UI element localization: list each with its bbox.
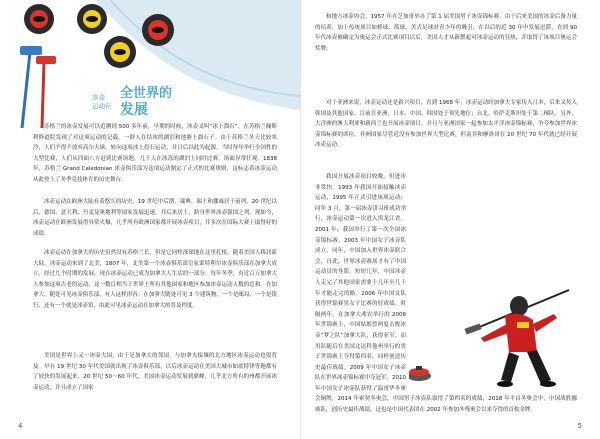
left-paragraph-1: 苏格兰的冰壶发展可以追溯到 500 多年前，早期的时候，冰壶又叫“冰上溜石”，在苏格兰佩斯利修道院发现了对这项运动的记载，一群人在结冰的湖泊和池塘上溜石子。由于苏格兰冬天比较寒冷，人们不得不放弃高尔夫球，转向这项冰上投石运动，并日后以此为起源。当时每年举行全国性的大型比赛，人们从四面八方赶到比赛场地，几千人在冰冻的湖泊上同时比赛，场面异常壮观。1838 年，苏格兰 Grand Caledonian 冰壶俱乐部为这项运动制定了正式的比赛规则，这标志着冰壶运动从此登上了冬季竞技体育的历史舞台。 [33,124,277,183]
curling-stone-photo [409,366,431,381]
right-page [300,0,600,439]
left-paragraph-4: 美国是世界上又一冰壶大国，由于是加拿大的邻国，与加拿大接壤的北方地区冰壶运动也很普及。早在 19 世纪 30 年代美国就出现了冰壶俱乐部，以后冰壶运动在美国大城市如底特律等地都有了较快的发展起来。20 世纪 50～60 年代，美国冰壶运动发展到鼎峰，几乎北方所有的州都开展冰壶运动，并且成立了国家 [33,353,277,391]
title-small-1: 冰壶 [92,93,105,101]
curling-athlete [481,296,557,387]
broom-red [36,56,56,128]
right-paragraph-1: 和地方冰壶协会。1957 年在芝加哥举办了第 1 届美国男子冰壶锦标赛，由于后来美国的冰壶后备力量的培养，加上传统项目如棒球、篮球、美式足球对青少年的吸引，在以后的近 30 年中发展迟滞，直到 90 年代冰壶被确定为奥运会正式比赛项目以后，美国人才从新燃起对冰壶运动的狂热，并取得了该项目奥运会奖牌。 [315,14,577,52]
curling-athlete-photo [409,280,577,392]
title-small-2: 运动在 [92,102,112,110]
curling-stone-red-2 [142,14,174,46]
curling-stone-yellow-2 [104,36,136,68]
section-title [92,82,202,116]
left-paragraph-2: 冰壶运动在欧洲大陆有着悠久的历史，19 世纪中后期，瑞典、瑞士和挪威居于前列，20 世纪以后，德国、意大利、丹麦及奥地利等国家发展迅速，并后来居上，跻身世界冰壶强国之列。现如今，冰壶运动在欧洲发展得异常火爆，几乎所有欧洲国家都开展冰壶项目，并多次在国际大赛上取得好的成绩。 [33,199,277,237]
right-paragraph-3: 我国开展冰壶项目较晚，但进步非常快。1993 年我国开始接触冰壶运动，1995 年正式引进该项运动；同年 3 月，第一届冰壶讲习班成功举行，冰壶运动第一次进入黑龙江省。2001 年，我国举行了第一次全国冰壶锦标赛，2003 年中国女子冰壶队成立，同年，中国加入世界冰壶联合会，自此，世界冰壶赛场才有了中国运动员的身影。短短几年，中国冰壶人走完了其他国家需要十几年至几十年才能走完的路。2006 年中国女队获得世锦赛男女子比赛的好成绩。时隔两年，在加拿大弗农举行的 2008 年世锦赛上，中国姑娘曾两度击败冰壶“梦之队”加拿大队，获得亚军，而男队随后在美国北达科他州举行的男子世锦赛上夺得第四名，同样创造历史最佳战绩。2009 年中国女子冰壶队在世界冰壶锦标赛中夺冠军，2010 年中国女子冰壶队获得了温哥华冬奥会铜牌，2014 年索契冬奥会，中国男子冰壶队取得了第四名的成绩，2018 年平昌冬奥会中，中国战胜挪威队，创历史最佳战绩，这也是中国代表团在 2002 年参加冬残奥会以来夺得的首枚金牌。 [315,174,577,414]
curling-stone-red [24,4,54,34]
page-number-right: 5 [577,422,582,430]
title-big-2: 发展 [120,102,148,118]
curling-stone-yellow-1 [77,4,107,34]
right-paragraph-3-wrapper [315,172,577,422]
page-number-left: 4 [18,422,23,430]
right-paragraph-2: 对于亚洲来说，冰壶运动还是新兴项目，直到 1968 年，冰壶运动经加拿大专家传入日本，后来又传入韩国及其他国家。目前在亚洲，日本、中国、韩国处于领先地位；台北、哈萨克斯坦处于第二梯队。另外，大洋洲的澳大利亚和新西兰也开展冰壶项目，并且与亚洲国家一起参加太平洋冰壶锦标赛，争夺参加世界冰壶锦标赛的席位。非洲国家尽管近没有参加世界大型比赛，但南非和摩洛哥在 20 世纪 70 年代就已经开展冰壶运动。 [315,100,577,149]
left-paragraph-3: 冰壶运动在加拿大的历史虽然没有苏格兰长，但是它同样深深地在这里扎根。随着美国人移居新大陆，冰壶运动来到了北美，1807 年，北美第一个冰壶俱乐部皇家蒙特利尔冰壶俱乐部在加拿大成立，经过几个时期的发展，现在冰壶运动已成为加拿大人生活的一部分。每年冬季，有近百万加拿大人参加这项古老的运动，这一数目相当于世界上所有其他国家和地区参加冰壶运动人数的总和。在加拿大，随处可见冰壶俱乐部，有人这样形容：在加拿大随处可见 3 个建筑物，一个是邮局、一个是银行、还有一个就是冰壶馆，由此可见冰壶运动在加拿大的普及程度。 [33,250,277,309]
title-big-1: 全世界的 [120,86,173,101]
